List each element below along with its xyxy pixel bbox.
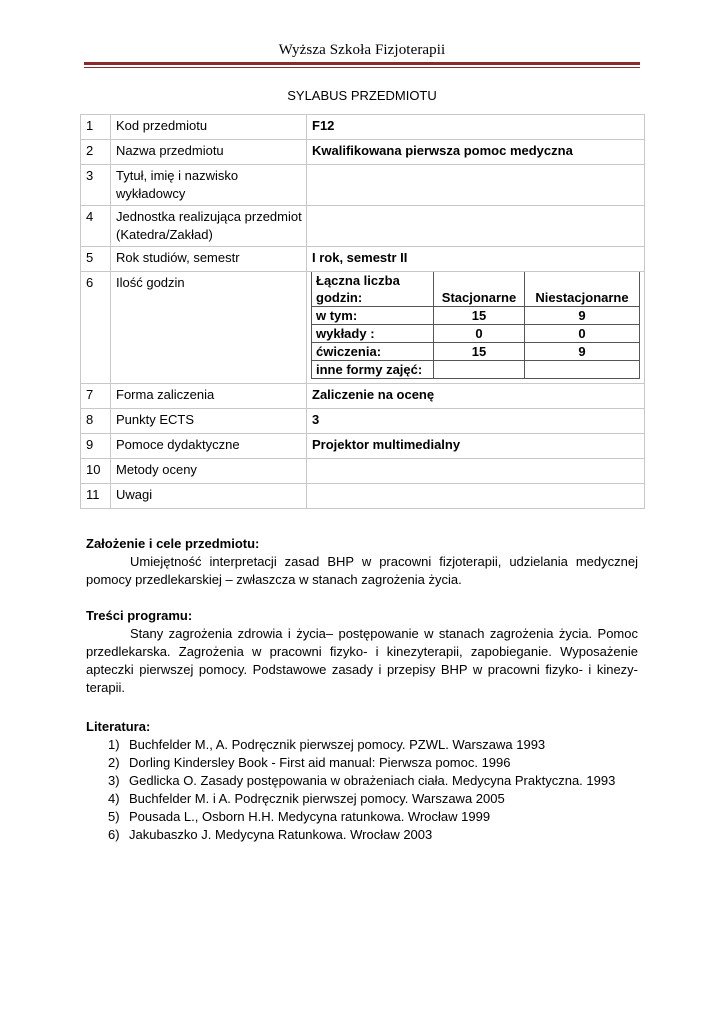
program-heading: Treści programu: [86, 608, 193, 623]
hours-header-niestacjonarne: Niestacjonarne [525, 272, 640, 307]
row-value: F12 [307, 115, 645, 140]
list-item-number: 6) [108, 827, 120, 842]
list-item [86, 808, 638, 826]
table-row [81, 115, 645, 140]
hours-row [312, 343, 640, 361]
row-label: Rok studiów, semestr [111, 247, 307, 272]
list-item [86, 754, 638, 772]
program-text: Stany zagrożenia zdrowia i życia– postępowanie w stanach zagrożenia życia. Pomoc przedlekarska. Zagrożenia w pracowni fizyko- i kinezyterapii, zapobieganie. Wyposażenie apteczki pierwszej pomocy. Podstawowe zasady i przepisy BHP w pracowni fizyko- i kinezy-terapii. [86, 626, 638, 695]
row-label: Punkty ECTS [111, 409, 307, 434]
row-number: 5 [81, 247, 111, 272]
hours-cell [307, 272, 645, 384]
goals-section [86, 535, 638, 589]
table-row [81, 165, 645, 206]
row-label: Jednostka realizująca przedmiot (Katedra/Zakład) [111, 206, 307, 247]
hours-header-row [312, 272, 640, 307]
literature-list [86, 736, 638, 844]
row-label: Uwagi [111, 484, 307, 509]
row-number: 2 [81, 140, 111, 165]
hours-niestacjonarne: 0 [525, 325, 640, 343]
row-number: 1 [81, 115, 111, 140]
list-item-text: Gedlicka O. Zasady postępowania w obrażeniach ciała. Medycyna Praktyczna. 1993 [129, 773, 616, 788]
hours-row [312, 361, 640, 379]
literature-heading: Literatura: [86, 719, 151, 734]
hours-stacjonarne: 15 [434, 343, 525, 361]
list-item-text: Jakubaszko J. Medycyna Ratunkowa. Wrocław 2003 [129, 827, 433, 842]
document-title: SYLABUS PRZEDMIOTU [287, 88, 437, 103]
row-value: Kwalifikowana pierwsza pomoc medyczna [307, 140, 645, 165]
row-number: 9 [81, 434, 111, 459]
table-row [81, 409, 645, 434]
list-item-number: 5) [108, 809, 120, 824]
program-section [86, 607, 638, 697]
hours-row-label: w tym: [312, 307, 434, 325]
row-value [307, 165, 645, 206]
row-label: Forma zaliczenia [111, 384, 307, 409]
list-item-text: Dorling Kindersley Book - First aid manual: Pierwsza pomoc. 1996 [129, 755, 511, 770]
row-number: 7 [81, 384, 111, 409]
row-label: Metody oceny [111, 459, 307, 484]
table-row [81, 140, 645, 165]
table-row [81, 459, 645, 484]
list-item-text: Buchfelder M. i A. Podręcznik pierwszej pomocy. Warszawa 2005 [129, 791, 505, 806]
row-number: 10 [81, 459, 111, 484]
list-item-number: 2) [108, 755, 120, 770]
row-number: 8 [81, 409, 111, 434]
list-item [86, 772, 638, 790]
row-number: 11 [81, 484, 111, 509]
hours-row-label: inne formy zajęć: [312, 361, 434, 379]
row-label: Nazwa przedmiotu [111, 140, 307, 165]
table-row [81, 434, 645, 459]
hours-header-total: Łączna liczba godzin: [312, 272, 434, 307]
list-item [86, 826, 638, 844]
hours-row-label: wykłady : [312, 325, 434, 343]
hours-header-stacjonarne: Stacjonarne [434, 272, 525, 307]
hours-stacjonarne: 0 [434, 325, 525, 343]
table-row [81, 272, 645, 384]
hours-niestacjonarne: 9 [525, 307, 640, 325]
hours-row [312, 325, 640, 343]
table-row [81, 206, 645, 247]
table-row [81, 384, 645, 409]
row-label: Tytuł, imię i nazwisko wykładowcy [111, 165, 307, 206]
header-institution: Wyższa Szkoła Fizjoterapii [278, 42, 446, 58]
list-item-text: Pousada L., Osborn H.H. Medycyna ratunkowa. Wrocław 1999 [129, 809, 491, 824]
hours-row [312, 307, 640, 325]
literature-section [86, 718, 638, 844]
row-label: Kod przedmiotu [111, 115, 307, 140]
hours-stacjonarne [434, 361, 525, 379]
table-row [81, 247, 645, 272]
list-item-text: Buchfelder M., A. Podręcznik pierwszej pomocy. PZWL. Warszawa 1993 [129, 737, 546, 752]
goals-text: Umiejętność interpretacji zasad BHP w pracowni fizjoterapii, udzielania medycznej pomocy przedlekarskiej – zwłaszcza w stanach zagrożenia życia. [86, 554, 638, 587]
row-value: 3 [307, 409, 645, 434]
header-rule-thick [84, 62, 640, 65]
list-item [86, 790, 638, 808]
list-item-number: 1) [108, 737, 120, 752]
row-number: 6 [81, 272, 111, 384]
hours-niestacjonarne [525, 361, 640, 379]
row-value [307, 206, 645, 247]
syllabus-table [80, 114, 645, 509]
list-item-number: 3) [108, 773, 120, 788]
row-value [307, 484, 645, 509]
row-value: Zaliczenie na ocenę [307, 384, 645, 409]
goals-heading: Założenie i cele przedmiotu: [86, 536, 260, 551]
row-label: Pomoce dydaktyczne [111, 434, 307, 459]
hours-table [311, 271, 640, 379]
hours-niestacjonarne: 9 [525, 343, 640, 361]
row-number: 3 [81, 165, 111, 206]
row-value: I rok, semestr II [307, 247, 645, 272]
header-rule-thin [84, 67, 640, 68]
hours-stacjonarne: 15 [434, 307, 525, 325]
row-value [307, 459, 645, 484]
list-item-number: 4) [108, 791, 120, 806]
row-number: 4 [81, 206, 111, 247]
hours-row-label: ćwiczenia: [312, 343, 434, 361]
row-value: Projektor multimedialny [307, 434, 645, 459]
list-item [86, 736, 638, 754]
row-label: Ilość godzin [111, 272, 307, 384]
table-row [81, 484, 645, 509]
